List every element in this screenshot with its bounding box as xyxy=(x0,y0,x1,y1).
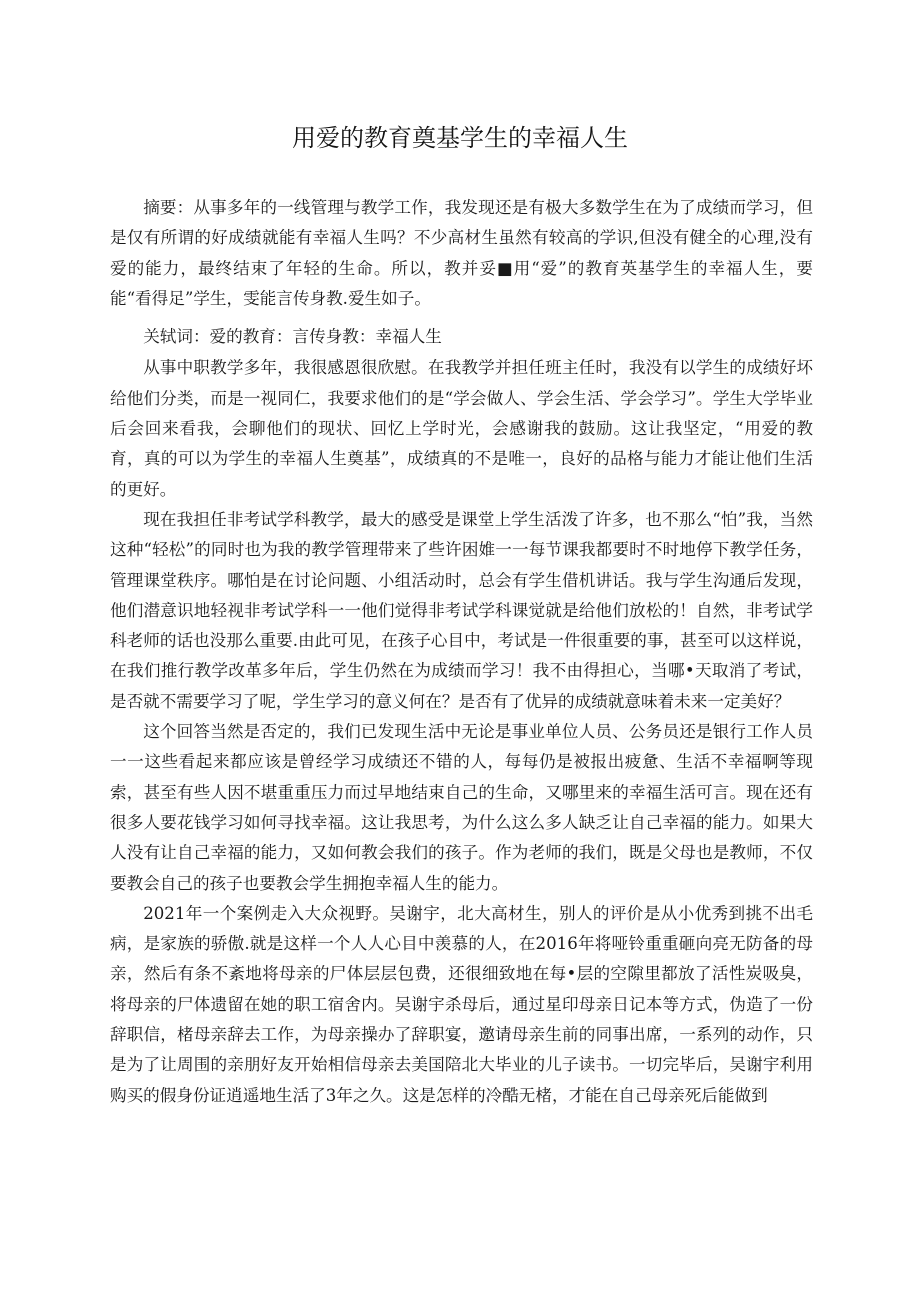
document-body xyxy=(110,193,813,1111)
body-paragraph: 现在我担任非考试学科教学，最大的感受是课堂上学生活泼了许多，也不那么“怕”我，当然这种“轻松”的同时也为我的教学管理带来了些许困婎一一每节课我都要时不时地停下教学任务，管理课堂秩序。哪怕是在讨论问题、小组活动时，总会有学生借机讲话。我与学生沟通后发现，他们潜意识地轻视非考试学科一一他们觉得非考试学科课觉就是给他们放松的！自然，非考试学科老师的话也没那么重要.由此可见，在孩子心目中，考试是一件很重要的事，甚至可以这样说，在我们推行教学改革多年后，学生仍然在为成绩而学习！我不由得担心，当哪•天取消了考试，是否就不需要学习了呢，学生学习的意义何在？是否有了优异的成绩就意味着未来一定美好？ xyxy=(110,509,813,711)
body-paragraph: 从事中职教学多年，我很感恩很欣慰。在我教学并担任班主任时，我没有以学生的成绩好坏给他们分类，而是一视同仁，我要求他们的是“学会做人、学会生活、学会学习”。学生大学毕业后会回来看我，会聊他们的现状、回忆上学时光，会感谢我的鼓励。这让我坚定，“用爱的教育，真的可以为学生的幸福人生奠基”，成绩真的不是唯一，良好的品格与能力才能让他们生活的更好。 xyxy=(110,358,813,499)
keywords-line: 关轼词：爱的教育：言传身教：幸福人生 xyxy=(143,327,442,347)
body-paragraph: 2021年一个案例走入大众视野。吴谢宇，北大高材生，别人的评价是从小优秀到挑不出毛病，是家族的骄傲.就是这样一个人人心目中羡慕的人，在2016年将哑铃重重砸向亮无防备的母亲，然后有条不紊地将母亲的尸体层层包费，还很细致地在每•层的空隙里都放了活性炭吸臭，将母亲的尸体遗留在她的职工宿舍内。吴谢宇杀母后，通过星印母亲日记本等方式，伪造了一份辞职信，楮母亲辞去工作，为母亲操办了辞职宴，邀请母亲生前的同事出席，一系列的动作，只是为了让周围的亲朋好友开始相信母亲去美国陪北大毕业的儿子读书。一切完毕后，吴谢宇利用购买的假身份证逍遥地生活了3年之久。这是怎样的冷酷无楮，才能在自己母亲死后能做到 xyxy=(110,903,813,1105)
document-title: 用爱的教育奠基学生的幸福人生 xyxy=(292,124,628,152)
abstract-paragraph: 摘要：从事多年的一线管理与教学工作，我发现还是有极大多数学生在为了成绩而学习，但是仅有所谓的好成绩就能有幸福人生吗？不少高材生虽然有较高的学识,但没有健全的心理,没有爱的能力，最终结束了年轻的生命。所以，教并妥■用“爱”的教育英基学生的幸福人生，要能“看得足”学生，雯能言传身教.爱生如子。 xyxy=(110,198,813,308)
body-paragraph: 这个回答当然是否定的，我们已发现生活中无论是事业单位人员、公务员还是银行工作人员一一这些看起来都应该是曾经学习成绩还不错的人，每每仍是被报出疲惫、生活不幸福啊等现索，甚至有些人因不堪重重压力而过早地结束自己的生命，又哪里来的幸福生活可言。现在还有很多人要花钱学习如何寻找幸福。这让我思考，为什么这么多人缺乏让自己幸福的能力。如果大人没有让自己幸福的能力，又如何教会我们的孩子。作为老师的我们，既是父母也是教师，不仅要教会自己的孩子也要教会学生拥抱幸福人生的能力。 xyxy=(110,722,813,893)
